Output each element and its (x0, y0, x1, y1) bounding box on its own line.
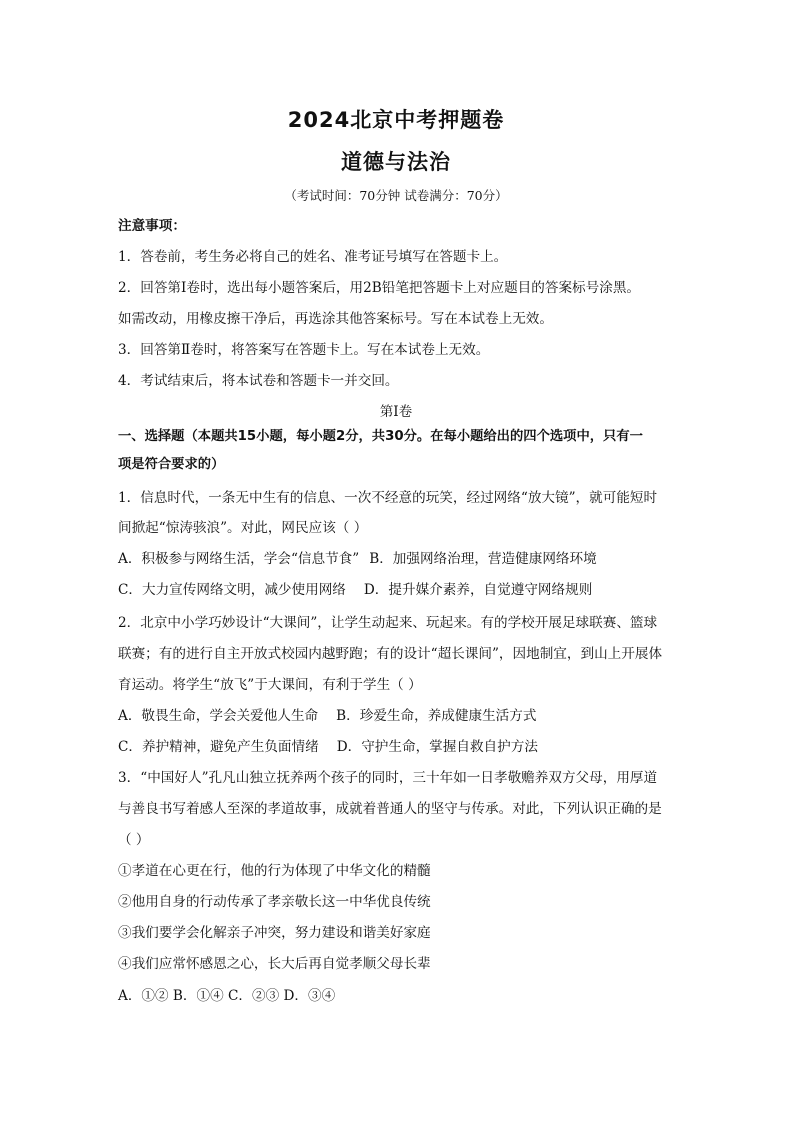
q3-stem-line1: 3．“中国好人”孔凡山独立抚养两个孩子的同时，三十年如一日孝敬赡养双方父母，用厚道 (118, 770, 658, 786)
section-heading-line1: 一、选择题（本题共15小题，每小题2分，共30分。在每小题给出的四个选项中，只有一 (118, 429, 643, 444)
q3-statement-3: ③我们要学会化解亲子冲突，努力建设和谐美好家庭 (118, 925, 431, 941)
q1-option-b: B．加强网络治理，营造健康网络环境 (369, 551, 597, 567)
q2-stem-line2: 联赛；有的进行自主开放式校园内越野跑；有的设计“超长课间”，因地制宜，到山上开展体 (118, 646, 663, 662)
q1-stem-line2: 间掀起“惊涛骇浪”。对此，网民应该（ ） (118, 520, 368, 536)
q3-stem-line3: （ ） (118, 832, 150, 848)
notice-item-2: 2．回答第Ⅰ卷时，选出每小题答案后，用2B铅笔把答题卡上对应题目的答案标号涂黑。 (118, 280, 641, 296)
q2-option-d: D．守护生命，掌握自救自护方法 (336, 739, 538, 755)
q1-stem-line1: 1．信息时代，一条无中生有的信息、一次不经意的玩笑，经过网络“放大镜”，就可能短时 (118, 490, 658, 506)
q2-options-row2 (118, 738, 678, 756)
q3-statement-1: ①孝道在心更在行，他的行为体现了中华文化的精髓 (118, 863, 431, 879)
q3-stem-line2: 与善良书写着感人至深的孝道故事，成就着普通人的坚守与传承。对此，下列认识正确的是 (118, 801, 662, 817)
section-heading-line2: 项是符合要求的） (118, 457, 225, 472)
q2-options-row1 (118, 707, 678, 725)
q1-option-d: D．提升媒介素养，自觉遵守网络规则 (363, 582, 593, 598)
q2-option-c: C．养护精神，避免产生负面情绪 (118, 739, 319, 755)
exam-title: 2024北京中考押题卷 (287, 108, 505, 132)
q2-stem-line3: 育运动。将学生“放飞”于大课间，有利于学生（ ） (118, 677, 422, 693)
exam-info: （考试时间：70分钟 试卷满分：70分） (284, 188, 508, 203)
notice-item-1: 1．答卷前，考生务必将自己的姓名、准考证号填写在答题卡上。 (118, 249, 508, 265)
q2-option-a: A．敬畏生命，学会关爱他人生命 (118, 708, 319, 724)
q3-options: A．①② B．①④ C．②③ D．③④ (118, 988, 336, 1004)
notice-heading: 注意事项： (118, 218, 186, 234)
part1-heading: 第Ⅰ卷 (379, 404, 413, 420)
q1-options-row2 (118, 581, 678, 599)
q3-statement-2: ②他用自身的行动传承了孝亲敬长这一中华优良传统 (118, 894, 431, 910)
q1-option-a: A．积极参与网络生活，学会“信息节食” (118, 551, 360, 567)
q3-statement-4: ④我们应常怀感恩之心，长大后再自觉孝顺父母长辈 (118, 956, 431, 972)
notice-item-4: 4．考试结束后，将本试卷和答题卡一并交回。 (118, 373, 399, 389)
notice-item-3: 3．回答第Ⅱ卷时，将答案写在答题卡上。写在本试卷上无效。 (118, 342, 490, 358)
subject-title: 道德与法治 (341, 150, 451, 174)
q1-option-c: C．大力宣传网络文明，减少使用网络 (118, 582, 346, 598)
q1-options-row1 (118, 550, 678, 568)
q2-option-b: B．珍爱生命，养成健康生活方式 (336, 708, 537, 724)
q2-stem-line1: 2．北京中小学巧妙设计“大课间”，让学生动起来、玩起来。有的学校开展足球联赛、篮球 (118, 615, 658, 631)
notice-item-2-cont: 如需改动，用橡皮擦干净后，再选涂其他答案标号。写在本试卷上无效。 (118, 311, 553, 327)
